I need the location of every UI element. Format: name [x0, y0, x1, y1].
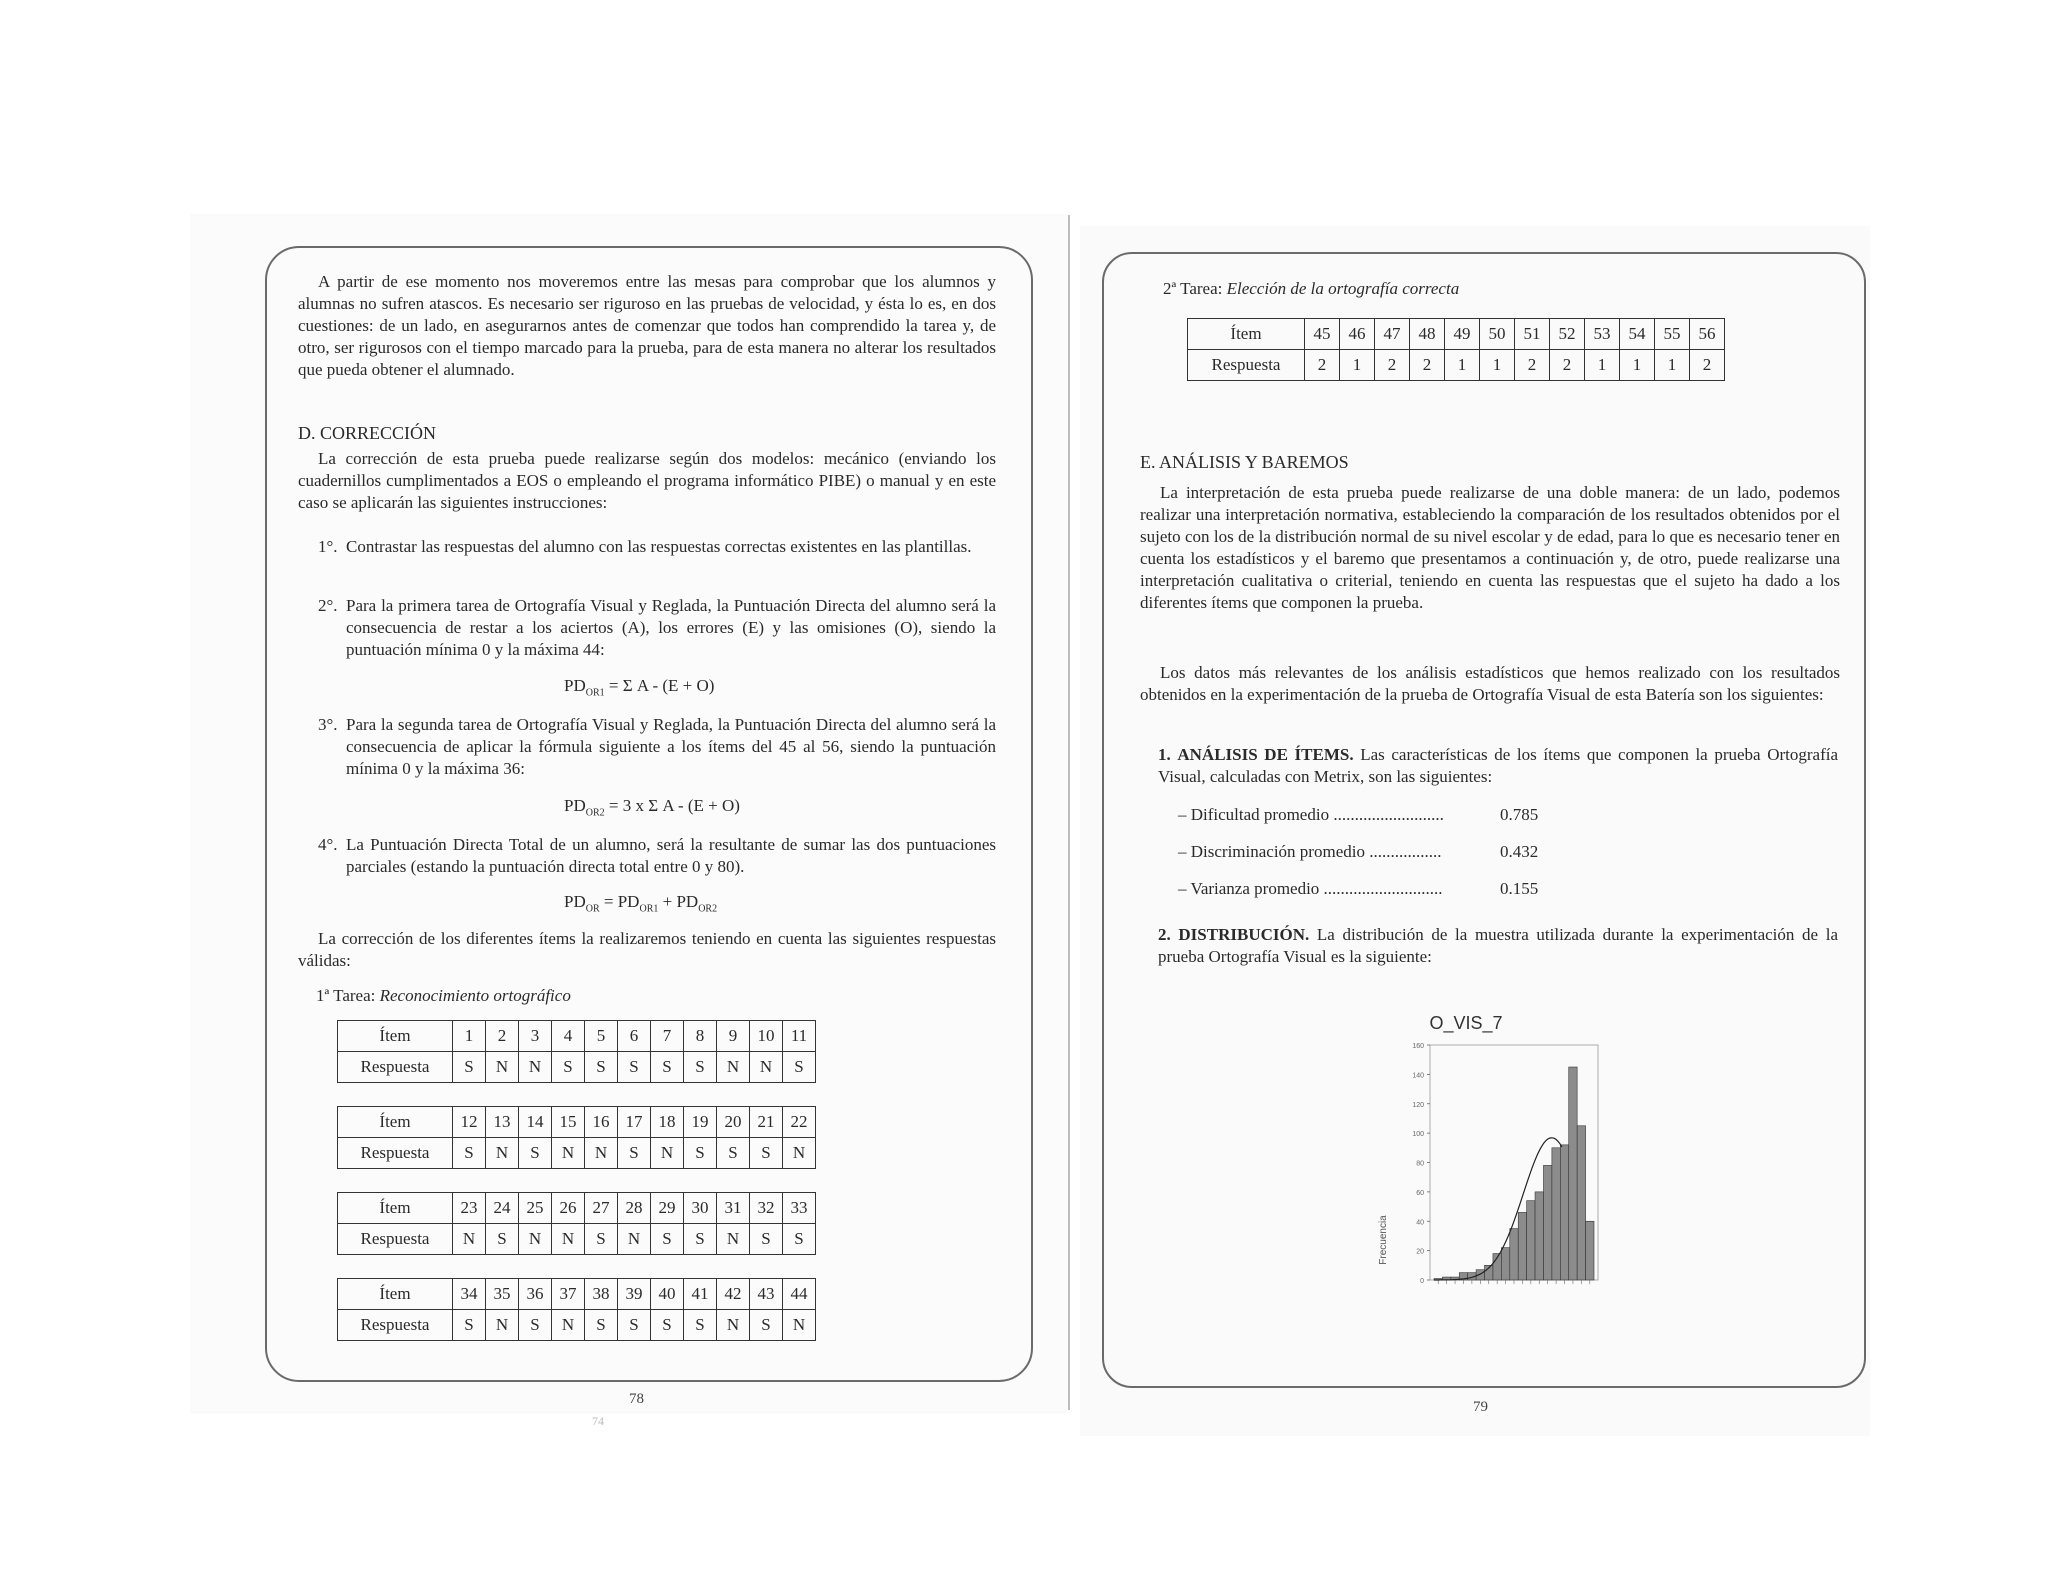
- y-tick-label: 60: [1416, 1189, 1424, 1197]
- histogram-chart: [1370, 1005, 1620, 1325]
- item-text: Las características de los ítems que componen la prueba Ortografía Visual, calculadas con Metrix, son las siguientes:: [1158, 745, 1839, 786]
- answer-cell: S: [750, 1224, 783, 1255]
- y-tick-label: 120: [1412, 1101, 1424, 1109]
- answer-cell: S: [684, 1138, 717, 1169]
- item-number-cell: 3: [519, 1021, 552, 1052]
- stat-value: 0.785: [1500, 805, 1539, 824]
- answer-cell: 2: [1410, 350, 1445, 381]
- answer-cell: N: [519, 1224, 552, 1255]
- step-1: [318, 536, 996, 558]
- item-number-cell: 13: [486, 1107, 519, 1138]
- answer-cell: N: [486, 1138, 519, 1169]
- item-number-cell: 53: [1585, 319, 1620, 350]
- y-tick-label: 0: [1420, 1278, 1424, 1285]
- item-number-cell: 48: [1410, 319, 1445, 350]
- item-number: 2.: [1158, 925, 1171, 944]
- answer-cell: N: [717, 1224, 750, 1255]
- item-number-cell: 52: [1550, 319, 1585, 350]
- answer-cell: 2: [1690, 350, 1725, 381]
- item-number-cell: 27: [585, 1193, 618, 1224]
- item-number-cell: 54: [1620, 319, 1655, 350]
- task2-title: [1163, 279, 1459, 299]
- answer-cell: S: [519, 1310, 552, 1341]
- chart-title: O_VIS_7: [1429, 1013, 1503, 1033]
- row-header-answer: Respuesta: [338, 1052, 453, 1083]
- item-number-cell: 15: [552, 1107, 585, 1138]
- item-number-cell: 34: [453, 1279, 486, 1310]
- item-number-cell: 16: [585, 1107, 618, 1138]
- answer-cell: N: [783, 1310, 816, 1341]
- row-header-answer: Respuesta: [1188, 350, 1305, 381]
- item-number-cell: 24: [486, 1193, 519, 1224]
- table-row-answers: [338, 1138, 816, 1169]
- item-number-cell: 45: [1305, 319, 1340, 350]
- row-header-item: Ítem: [338, 1107, 453, 1138]
- stat-value: 0.432: [1500, 842, 1539, 861]
- task1-label: 1ª Tarea:: [316, 986, 376, 1005]
- item-number-cell: 17: [618, 1107, 651, 1138]
- analisis-paragraph-2: Los datos más relevantes de los análisis estadísticos que hemos realizado con los resultados obtenidos en la experimentación de la prueba de Ortografía Visual de esta Batería son los siguientes:: [1140, 663, 1840, 704]
- formula-lhs: PD: [564, 892, 586, 911]
- stat-label: – Discriminación promedio .................: [1178, 842, 1442, 861]
- formula-sub: OR1: [639, 903, 659, 915]
- answer-cell: S: [453, 1052, 486, 1083]
- answer-cell: S: [684, 1224, 717, 1255]
- answer-cell: S: [453, 1310, 486, 1341]
- formula-mid: = PD: [603, 892, 640, 911]
- answer-cell: N: [486, 1052, 519, 1083]
- item-text: La distribución de la muestra utilizada durante la experimentación de la prueba Ortografía Visual es la siguiente:: [1158, 925, 1839, 966]
- y-tick-label: 100: [1412, 1131, 1424, 1139]
- step-number: 2°.: [318, 596, 338, 615]
- item-number-cell: 26: [552, 1193, 585, 1224]
- table-row-items: [338, 1107, 816, 1138]
- item-number-cell: 2: [486, 1021, 519, 1052]
- table-row-items: [338, 1021, 816, 1052]
- item-number: 1.: [1158, 745, 1171, 764]
- answer-cell: S: [552, 1052, 585, 1083]
- histogram-bar: [1552, 1148, 1560, 1280]
- y-tick-label: 160: [1412, 1043, 1424, 1050]
- formula-rhs: = 3 x Σ A - (E + O): [608, 796, 740, 815]
- item-number-cell: 36: [519, 1279, 552, 1310]
- row-header-item: Ítem: [1188, 319, 1305, 350]
- histogram-bar: [1501, 1248, 1509, 1280]
- formula-pd-or2: [564, 796, 740, 818]
- formula-pd-or-total: [564, 892, 717, 914]
- numbered-item-2: [1158, 924, 1838, 968]
- item-number-cell: 51: [1515, 319, 1550, 350]
- item-number-cell: 19: [684, 1107, 717, 1138]
- task1-name: Reconocimiento ortográfico: [379, 986, 571, 1005]
- histogram-bar: [1586, 1221, 1594, 1280]
- y-tick-label: 80: [1416, 1160, 1424, 1168]
- item-number-cell: 44: [783, 1279, 816, 1310]
- step-3: [318, 714, 996, 780]
- answer-cell: N: [585, 1138, 618, 1169]
- formula-pd-or1: [564, 676, 714, 698]
- answer-cell: 2: [1375, 350, 1410, 381]
- answer-cell: N: [783, 1138, 816, 1169]
- step-text: Para la segunda tarea de Ortografía Visual y Reglada, la Puntuación Directa del alumno será la consecuencia de aplicar la fórmula siguiente a los ítems del 45 al 56, siendo la puntuación mínima 0 y la máxima 36:: [346, 715, 996, 778]
- stat-label: – Varianza promedio ............................: [1178, 879, 1443, 898]
- step-text: Contrastar las respuestas del alumno con las respuestas correctas existentes en las plantillas.: [346, 537, 972, 556]
- item-number-cell: 38: [585, 1279, 618, 1310]
- answer-cell: S: [750, 1310, 783, 1341]
- formula-lhs: PD: [564, 676, 586, 695]
- answer-cell: S: [585, 1224, 618, 1255]
- closing-paragraph: La corrección de los diferentes ítems la realizaremos teniendo en cuenta las siguientes respuestas válidas:: [298, 929, 996, 970]
- formula-lhs: PD: [564, 796, 586, 815]
- table-row-answers: [338, 1310, 816, 1341]
- intro-paragraph: A partir de ese momento nos moveremos entre las mesas para comprobar que los alumnos y alumnas no sufren atascos. Es necesario ser riguroso en las pruebas de velocidad, y ésta lo es, en dos cuestiones: de un lado, en asegurarnos antes de comenzar que todos han comprendido la tarea y, de otro, ser rigurosos con el tiempo marcado para la prueba, para de esta manera no alterar los resultados que pueda obtener el alumnado.: [298, 272, 996, 379]
- stat-row-discriminacion: [1178, 842, 1539, 862]
- item-number-cell: 40: [651, 1279, 684, 1310]
- correccion-intro: La corrección de esta prueba puede realizarse según dos modelos: mecánico (enviando los cuadernillos cumplimentados a EOS o empleando el programa informático PIBE) o manual y en este caso se aplicarán las siguientes instrucciones:: [298, 449, 996, 512]
- item-number-cell: 9: [717, 1021, 750, 1052]
- task2-name: Elección de la ortografía correcta: [1226, 279, 1460, 298]
- item-number-cell: 22: [783, 1107, 816, 1138]
- item-number-cell: 56: [1690, 319, 1725, 350]
- step-number: 4°.: [318, 835, 338, 854]
- step-text: La Puntuación Directa Total de un alumno, será la resultante de sumar las dos puntuaciones parciales (estando la puntuación directa total entre 0 y 80).: [346, 835, 996, 876]
- answer-cell: S: [717, 1138, 750, 1169]
- item-number-cell: 7: [651, 1021, 684, 1052]
- row-header-item: Ítem: [338, 1193, 453, 1224]
- histogram-bar: [1560, 1145, 1568, 1280]
- page-number-left-faint: 74: [592, 1414, 604, 1428]
- item-number-cell: 35: [486, 1279, 519, 1310]
- step-4: [318, 834, 996, 878]
- item-number-cell: 33: [783, 1193, 816, 1224]
- table-row-answers: [338, 1224, 816, 1255]
- histogram-bar: [1577, 1126, 1585, 1280]
- item-number-cell: 32: [750, 1193, 783, 1224]
- analisis-paragraph-1: La interpretación de esta prueba puede realizarse de una doble manera: de un lado, podemos realizar una interpretación normativa, estableciendo la comparación de los resultados obtenidos por el sujeto con los de la distribución normal de su nivel escolar y de edad, para lo que es necesario tener en cuenta los estadísticos y el baremo que presentamos a continuación y, de otro, puede realizarse una interpretación cualitativa o criterial, teniendo en cuenta las respuestas que el sujeto ha dado a los diferentes ítems que componen la prueba.: [1140, 483, 1840, 612]
- table-row-answers: [338, 1052, 816, 1083]
- answer-cell: S: [783, 1052, 816, 1083]
- formula-sub: OR2: [698, 903, 718, 915]
- y-tick-label: 20: [1416, 1248, 1424, 1256]
- formula-sub: OR: [585, 903, 600, 915]
- histogram-bar: [1569, 1067, 1577, 1280]
- answer-cell: N: [519, 1052, 552, 1083]
- answer-cell: 1: [1445, 350, 1480, 381]
- item-number-cell: 42: [717, 1279, 750, 1310]
- answer-cell: 2: [1515, 350, 1550, 381]
- answer-cell: S: [519, 1138, 552, 1169]
- step-text: Para la primera tarea de Ortografía Visual y Reglada, la Puntuación Directa del alumno será la consecuencia de restar a los aciertos (A), los errores (E) y las omisiones (O), siendo la puntuación mínima 0 y la máxima 44:: [346, 596, 996, 659]
- answer-cell: S: [618, 1310, 651, 1341]
- answers-table-task2: [1187, 318, 1725, 381]
- item-number-cell: 20: [717, 1107, 750, 1138]
- section-heading-correccion: D. CORRECCIÓN: [298, 423, 437, 443]
- answer-cell: S: [486, 1224, 519, 1255]
- item-number-cell: 46: [1340, 319, 1375, 350]
- answer-cell: S: [453, 1138, 486, 1169]
- answer-cell: N: [453, 1224, 486, 1255]
- table-row-items: [1188, 319, 1725, 350]
- answer-cell: N: [552, 1138, 585, 1169]
- answer-cell: 2: [1550, 350, 1585, 381]
- stat-value: 0.155: [1500, 879, 1539, 898]
- table-row-answers: [1188, 350, 1725, 381]
- answer-cell: S: [618, 1052, 651, 1083]
- item-number-cell: 5: [585, 1021, 618, 1052]
- row-header-item: Ítem: [338, 1021, 453, 1052]
- histogram-bar: [1543, 1165, 1551, 1280]
- item-number-cell: 30: [684, 1193, 717, 1224]
- item-heading: DISTRIBUCIÓN.: [1178, 925, 1310, 944]
- answers-table-2: [337, 1106, 816, 1169]
- page-number-left: 78: [629, 1391, 644, 1407]
- item-number-cell: 6: [618, 1021, 651, 1052]
- step-number: 3°.: [318, 715, 338, 734]
- y-axis-label: Frecuencia: [1378, 1215, 1389, 1265]
- book-gutter: [1068, 215, 1070, 1410]
- answer-cell: S: [651, 1310, 684, 1341]
- answer-cell: 1: [1620, 350, 1655, 381]
- item-number-cell: 43: [750, 1279, 783, 1310]
- answer-cell: N: [486, 1310, 519, 1341]
- item-number-cell: 23: [453, 1193, 486, 1224]
- answers-table-1: [337, 1020, 816, 1083]
- answer-cell: N: [552, 1310, 585, 1341]
- answer-cell: 1: [1480, 350, 1515, 381]
- answer-cell: S: [585, 1310, 618, 1341]
- item-number-cell: 39: [618, 1279, 651, 1310]
- answer-cell: N: [717, 1310, 750, 1341]
- answer-cell: S: [651, 1052, 684, 1083]
- item-number-cell: 29: [651, 1193, 684, 1224]
- answer-cell: 2: [1305, 350, 1340, 381]
- formula-rhs: + PD: [662, 892, 699, 911]
- item-number-cell: 49: [1445, 319, 1480, 350]
- table-row-items: [338, 1193, 816, 1224]
- row-header-answer: Respuesta: [338, 1310, 453, 1341]
- item-heading: ANÁLISIS DE ÍTEMS.: [1177, 745, 1354, 764]
- answers-table-3: [337, 1192, 816, 1255]
- answers-table-4: [337, 1278, 816, 1341]
- item-number-cell: 28: [618, 1193, 651, 1224]
- answer-cell: S: [618, 1138, 651, 1169]
- answer-cell: N: [717, 1052, 750, 1083]
- histogram-bar: [1535, 1192, 1543, 1280]
- formula-rhs: = Σ A - (E + O): [608, 676, 715, 695]
- item-number-cell: 21: [750, 1107, 783, 1138]
- item-number-cell: 1: [453, 1021, 486, 1052]
- item-number-cell: 55: [1655, 319, 1690, 350]
- numbered-item-1: [1158, 744, 1838, 788]
- answer-cell: S: [585, 1052, 618, 1083]
- answer-cell: 1: [1340, 350, 1375, 381]
- answer-cell: S: [783, 1224, 816, 1255]
- answer-cell: N: [750, 1052, 783, 1083]
- y-tick-label: 40: [1416, 1219, 1424, 1227]
- item-number-cell: 11: [783, 1021, 816, 1052]
- item-number-cell: 25: [519, 1193, 552, 1224]
- item-number-cell: 31: [717, 1193, 750, 1224]
- answer-cell: 1: [1585, 350, 1620, 381]
- y-tick-label: 140: [1412, 1072, 1424, 1080]
- item-number-cell: 14: [519, 1107, 552, 1138]
- section-heading-analisis: E. ANÁLISIS Y BAREMOS: [1140, 452, 1349, 472]
- formula-sub: OR1: [585, 687, 605, 699]
- answer-cell: 1: [1655, 350, 1690, 381]
- step-2: [318, 595, 996, 661]
- stat-label: – Dificultad promedio ..........................: [1178, 805, 1444, 824]
- histogram-bar: [1518, 1212, 1526, 1280]
- stat-row-dificultad: [1178, 805, 1539, 825]
- task2-label: 2ª Tarea:: [1163, 279, 1223, 298]
- item-number-cell: 47: [1375, 319, 1410, 350]
- item-number-cell: 10: [750, 1021, 783, 1052]
- item-number-cell: 4: [552, 1021, 585, 1052]
- item-number-cell: 18: [651, 1107, 684, 1138]
- histogram-bar: [1510, 1229, 1518, 1280]
- row-header-answer: Respuesta: [338, 1224, 453, 1255]
- answer-cell: S: [651, 1224, 684, 1255]
- table-row-items: [338, 1279, 816, 1310]
- answer-cell: N: [552, 1224, 585, 1255]
- answer-cell: S: [684, 1310, 717, 1341]
- stat-row-varianza: [1178, 879, 1539, 899]
- page-number-right: 79: [1473, 1399, 1488, 1415]
- formula-sub: OR2: [585, 807, 605, 819]
- answer-cell: N: [618, 1224, 651, 1255]
- histogram-bar: [1527, 1201, 1535, 1280]
- answer-cell: S: [684, 1052, 717, 1083]
- row-header-answer: Respuesta: [338, 1138, 453, 1169]
- task1-title: [316, 986, 571, 1006]
- item-number-cell: 8: [684, 1021, 717, 1052]
- answer-cell: S: [750, 1138, 783, 1169]
- row-header-item: Ítem: [338, 1279, 453, 1310]
- item-number-cell: 37: [552, 1279, 585, 1310]
- item-number-cell: 50: [1480, 319, 1515, 350]
- item-number-cell: 41: [684, 1279, 717, 1310]
- step-number: 1°.: [318, 537, 338, 556]
- answer-cell: N: [651, 1138, 684, 1169]
- item-number-cell: 12: [453, 1107, 486, 1138]
